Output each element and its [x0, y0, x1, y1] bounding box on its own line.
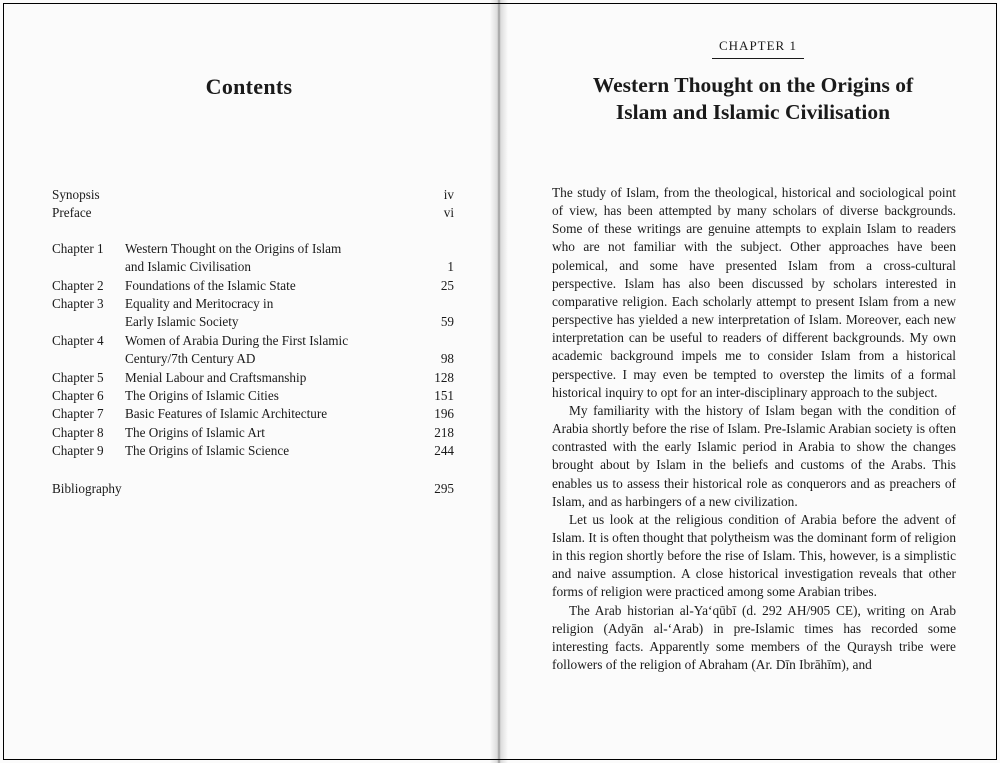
- toc-entry-number: Synopsis: [52, 187, 100, 202]
- chapter-label: CHAPTER 1: [712, 38, 804, 59]
- toc-entry-title: and Islamic Civilisation: [125, 259, 251, 274]
- toc-entry-page: 295: [434, 481, 454, 496]
- toc-entry-title: The Origins of Islamic Science: [125, 443, 290, 458]
- toc-entry-number: Chapter 8: [52, 425, 104, 440]
- toc-entry-page: 59: [440, 314, 454, 329]
- body-paragraph: My familiarity with the history of Islam began with the condition of Arabia shortly before the rise of Islam. Pre-Islamic Arabian society is often contrasted with the early Islamic period in Arabia to show the changes brought about by Islam in the beliefs and customs of the Arabs. This enables us to assess their historical role as conquerors and as preachers of Islam, and as harbingers of a new civilization.: [552, 402, 956, 509]
- toc-entry-number: Bibliography: [52, 481, 122, 496]
- toc-entry-number: Chapter 2: [52, 278, 104, 293]
- toc-entry-title: Women of Arabia During the First Islamic: [125, 333, 349, 348]
- toc-entry-number: Chapter 3: [52, 296, 104, 311]
- toc-entry-number: Chapter 7: [52, 406, 104, 421]
- toc-entry-page: vi: [443, 205, 454, 220]
- book-gutter: [490, 0, 508, 763]
- toc-entry-page: 196: [434, 406, 454, 421]
- toc-entry-page: 151: [434, 388, 454, 403]
- toc-entry-number: Chapter 4: [52, 333, 104, 348]
- toc-entry-title: Century/7th Century AD: [125, 351, 256, 366]
- toc-entry-title: The Origins of Islamic Art: [125, 425, 265, 440]
- toc-entry-title: Menial Labour and Craftsmanship: [125, 370, 307, 385]
- contents-page: [0, 0, 498, 763]
- toc-entry-title: Basic Features of Islamic Architecture: [125, 406, 328, 421]
- toc-entry-page: 244: [434, 443, 454, 458]
- toc-entry-page: 1: [447, 259, 454, 274]
- body-paragraph: Let us look at the religious condition of Arabia before the advent of Islam. It is often thought that polytheism was the dominant form of religion in this region shortly before the rise of Islam. This, however, is a simplistic and naive assumption. A close historical investigation reveals that other forms of religion were practiced among some Arabian tribes.: [552, 511, 956, 600]
- toc-entry-number: Chapter 9: [52, 443, 104, 458]
- toc-entry-title: Equality and Meritocracy in: [125, 296, 274, 311]
- toc-entry-title: Western Thought on the Origins of Islam: [125, 241, 342, 256]
- toc-entry-title: Early Islamic Society: [125, 314, 239, 329]
- body-paragraph: The Arab historian al-Ya‘qūbī (d. 292 AH/905 CE), writing on Arab religion (Adyān al-‘Arab) in pre-Islamic times has recorded some interesting facts. Apparently some members of the Quraysh tribe were followers of the religion of Abraham (Ar. Dīn Ibrāhīm), and: [552, 602, 956, 673]
- toc-entry-title: Foundations of the Islamic State: [125, 278, 296, 293]
- contents-heading: Contents: [205, 74, 293, 99]
- chapter-title-line: Western Thought on the Origins of: [592, 73, 914, 97]
- toc-entry-title: The Origins of Islamic Cities: [125, 388, 279, 403]
- toc-entry-page: 98: [440, 351, 454, 366]
- toc-entry-number: Chapter 6: [52, 388, 104, 403]
- body-paragraph: The study of Islam, from the theological, historical and sociological point of view, has been attempted by many scholars of diverse backgrounds. Some of these writings are genuine attempts to explain Islam to readers who are not familiar with the subject. Other approaches have been polemical, and some have presented Islam from a cross-cultural perspective. Islam has also been discussed by scholars interested in comparative religion. Each scholarly attempt to present Islam from a new perspective has yielded a new interpretation of Islam. Moreover, each new interpretation can be useful to readers of different backgrounds. My own academic background impels me to consider Islam from a historical perspective. I may even be tempted to overstep the limits of a formal historical inquiry to opt for an inter-disciplinary approach to the subject.: [552, 185, 956, 400]
- toc-entry-number: Chapter 5: [52, 370, 104, 385]
- chapter-title: [552, 72, 954, 126]
- toc-entry-number: Chapter 1: [52, 241, 104, 256]
- toc-entry-page: 218: [434, 425, 454, 440]
- chapter-title-line: Islam and Islamic Civilisation: [615, 100, 891, 124]
- toc-entry-page: 25: [440, 278, 454, 293]
- toc-entry-page: iv: [443, 187, 454, 202]
- toc-entry-number: Preface: [52, 205, 92, 220]
- toc-entry-page: 128: [434, 370, 454, 385]
- chapter-body: [552, 184, 956, 674]
